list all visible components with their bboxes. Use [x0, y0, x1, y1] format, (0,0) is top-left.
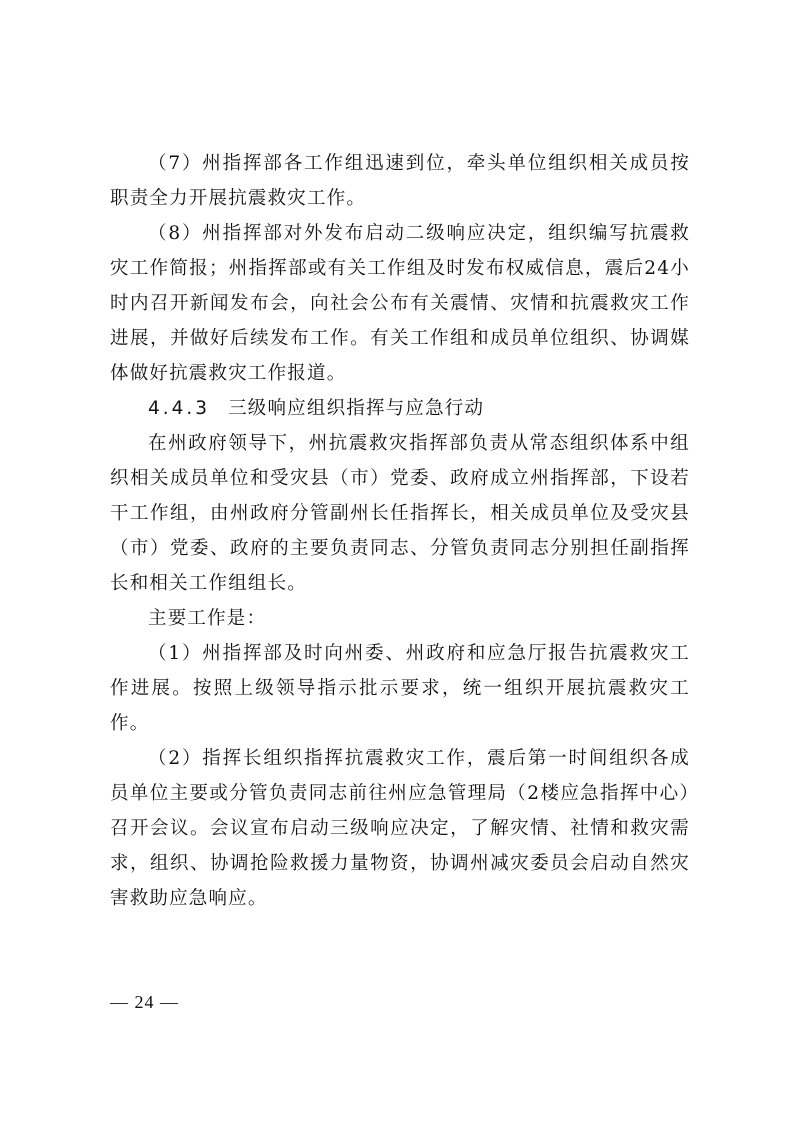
paragraph-item-1: （1）州指挥部及时向州委、州政府和应急厅报告抗震救灾工作进展。按照上级领导指示批示要求，统一组织开展抗震救灾工作。 [110, 643, 690, 734]
paragraph-item-2: （2）指挥长组织指挥抗震救灾工作，震后第一时间组织各成员单位主要或分管负责同志前往州应急管理局（2楼应急指挥中心）召开会议。会议宣布启动三级响应决定，了解灾情、社情和救灾需求，组织、协调抢险救援力量物资，协调州减灾委员会启动自然灾害救助应急响应。 [110, 748, 690, 909]
page-number: — 24 — [110, 992, 179, 1012]
section-heading-4-4-3 [110, 391, 690, 426]
paragraph-intro: 在州政府领导下，州抗震救灾指挥部负责从常态组织体系中组织相关成员单位和受灾县（市）党委、政府成立州指挥部，下设若干工作组，由州政府分管副州长任指挥长，相关成员单位及受灾县（市）党委、政府的主要负责同志、分管负责同志分别担任副指挥长和相关工作组组长。 [110, 433, 690, 594]
paragraph-item-8: （8）州指挥部对外发布启动二级响应决定，组织编写抗震救灾工作简报；州指挥部或有关工作组及时发布权威信息，震后24小时内召开新闻发布会，向社会公布有关震情、灾情和抗震救灾工作进展，并做好后续发布工作。有关工作组和成员单位组织、协调媒体做好抗震救灾工作报道。 [110, 223, 690, 384]
section-number: 4.4.3 [148, 398, 211, 419]
body-text [110, 146, 690, 916]
main-work-label: 主要工作是： [148, 608, 267, 629]
section-title: 三级响应组织指挥与应急行动 [228, 398, 485, 419]
paragraph-item-7: （7）州指挥部各工作组迅速到位，牵头单位组织相关成员按职责全力开展抗震救灾工作。 [110, 153, 690, 209]
